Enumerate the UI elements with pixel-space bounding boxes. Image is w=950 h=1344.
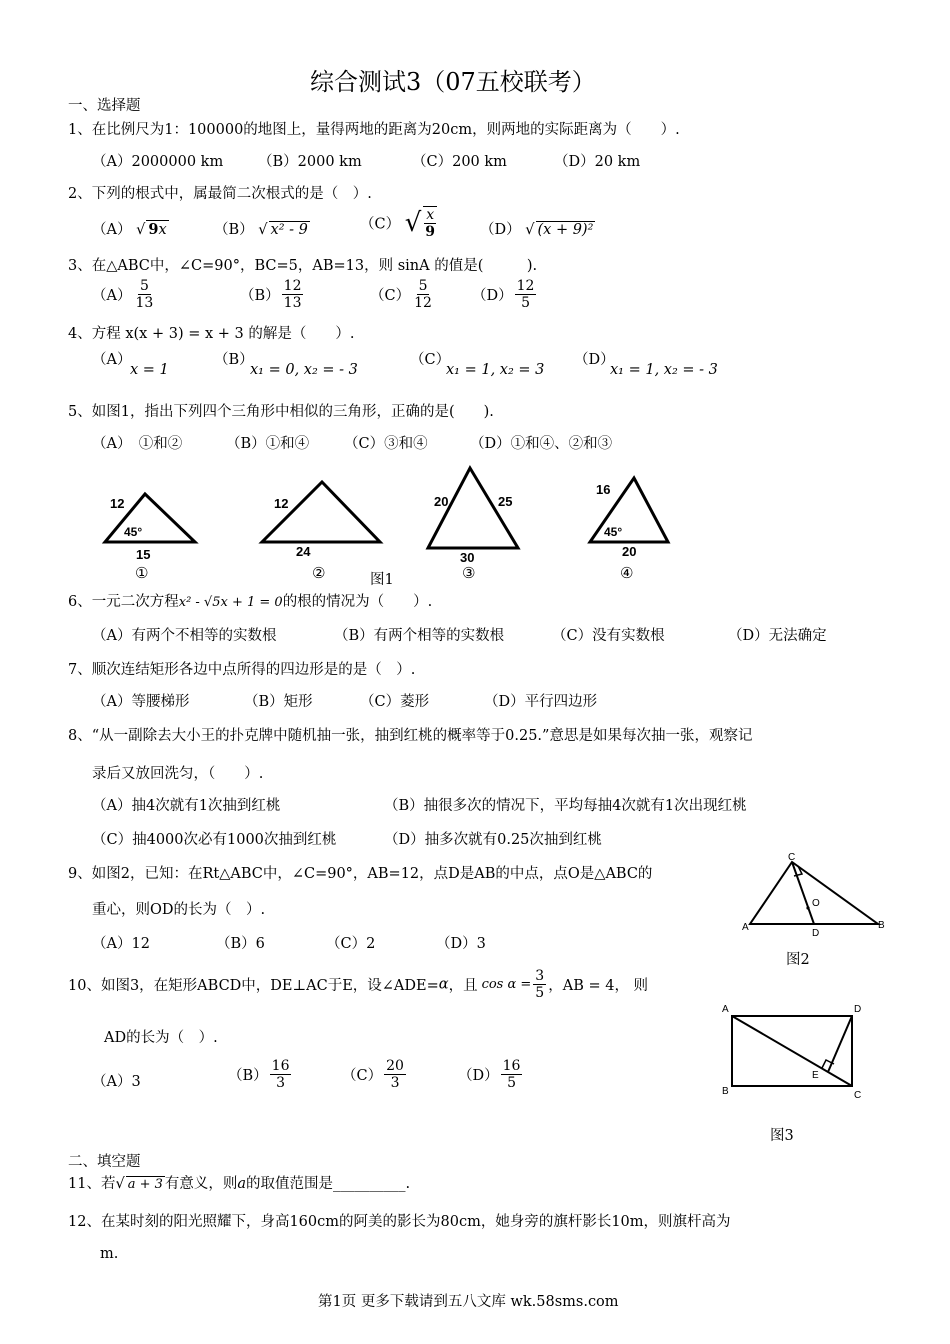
q6-option-a: （A）有两个不相等的实数根 xyxy=(92,628,277,644)
q6-option-c: （C）没有实数根 xyxy=(552,628,665,644)
tri1-angle-label: 45° xyxy=(124,525,143,539)
figure-2-caption: 图2 xyxy=(786,952,810,968)
q5-option-a: （A） ①和② xyxy=(92,436,183,452)
triangle-4 xyxy=(590,478,668,582)
question-7-stem: 7、顺次连结矩形各边中点所得的四边形是的是（ ）. xyxy=(68,662,416,678)
q11-radicand: a + 3 xyxy=(127,1177,163,1192)
q8-option-c: （C）抽4000次必有1000次抽到红桃 xyxy=(92,832,337,848)
q10-stem-pre: 10、如图3，在矩形ABCD中，DE⊥AC于E，设∠ADE= xyxy=(68,978,439,994)
q10-option-a: （A）3 xyxy=(92,1074,141,1090)
q3-b-num: 12 xyxy=(283,278,302,294)
page-title: 综合测试3（07五校联考） xyxy=(310,68,596,96)
q6-option-d: （D）无法确定 xyxy=(728,628,827,644)
q3-label-b: （B） xyxy=(240,288,280,304)
tri2-base-label: 24 xyxy=(296,544,311,559)
q10-b-den: 3 xyxy=(276,1075,286,1091)
question-5-stem: 5、如图1，指出下列四个三角形中相似的三角形，正确的是( ). xyxy=(68,404,494,420)
fig2-point-a: A xyxy=(742,922,749,933)
q10-c-den: 3 xyxy=(390,1075,400,1091)
q2-b-radicand: x² - 9 xyxy=(270,222,308,238)
q10-stem-mid: ，且 xyxy=(448,978,478,994)
q2-c-num: x xyxy=(426,207,435,223)
q11-stem-post: 的取值范围是__________. xyxy=(246,1176,411,1192)
q3-option-c xyxy=(370,278,436,311)
q10-d-den: 5 xyxy=(507,1075,517,1091)
tri4-angle-label: 45° xyxy=(604,525,623,539)
q3-a-den: 13 xyxy=(135,295,154,311)
q4-label-d: （D） xyxy=(574,352,615,368)
figure-1-triangles xyxy=(90,462,710,588)
tri4-mark: ④ xyxy=(620,565,634,582)
q5-option-b: （B）①和④ xyxy=(226,436,310,452)
q2-option-a: （A） √ 9x xyxy=(92,221,167,238)
q8-option-b: （B）抽很多次的情况下，平均每抽4次就有1次出现红桃 xyxy=(384,798,747,814)
q4-label-c: （C） xyxy=(410,352,451,368)
tri2-mark: ② xyxy=(312,565,326,582)
tri4-base-label: 20 xyxy=(622,544,637,559)
tri1-side-label: 12 xyxy=(110,496,125,511)
q2-label-b: （B） xyxy=(214,222,254,238)
q10-cos-label: cos α = xyxy=(481,977,532,992)
fig2-point-o: O xyxy=(812,898,820,909)
section-heading-choice: 一、选择题 xyxy=(68,98,141,114)
q6-stem-post: 的根的情况为（ ）. xyxy=(282,594,433,610)
q2-option-d: （D） √ (x + 9)² xyxy=(480,222,594,238)
q9-option-c: （C）2 xyxy=(326,936,376,952)
q4-answer-b: x₁ = 0, x₂ = - 3 xyxy=(250,362,358,378)
figure-3-caption: 图3 xyxy=(770,1128,794,1144)
q8-option-a: （A）抽4次就有1次抽到红桃 xyxy=(92,798,281,814)
q9-option-d: （D）3 xyxy=(436,936,486,952)
q10-option-c xyxy=(342,1058,408,1091)
q6-stem-pre: 6、一元二次方程 xyxy=(68,594,179,610)
question-8-stem-line2: 录后又放回洗匀，（ ）. xyxy=(92,766,264,782)
tri2-side-label: 12 xyxy=(274,496,289,511)
tri3-mark: ③ xyxy=(462,565,476,582)
question-9-stem-line2: 重心，则OD的长为（ ）. xyxy=(92,902,266,918)
q10-stem-post: ，AB = 4， 则 xyxy=(548,978,649,994)
figure-2-right-triangle xyxy=(736,848,896,940)
q10-label-d: （D） xyxy=(458,1068,499,1084)
q10-option-b xyxy=(228,1058,293,1091)
fig3-point-a: A xyxy=(722,1004,729,1015)
tri1-mark: ① xyxy=(135,565,149,582)
tri3-side1-label: 20 xyxy=(434,494,449,509)
question-4-stem: 4、方程 x(x + 3) = x + 3 的解是（ ）. xyxy=(68,326,355,342)
q3-label-d: （D） xyxy=(472,288,513,304)
tri3-base-label: 30 xyxy=(460,550,475,565)
fig3-point-e: E xyxy=(812,1070,819,1081)
q3-label-a: （A） xyxy=(92,288,132,304)
q6-equation: x² - √5x + 1 = 0 xyxy=(178,595,283,610)
q2-label-c: （C） xyxy=(360,216,401,233)
question-11-stem: 11、若√ a + 3 有意义，则a的取值范围是__________. xyxy=(68,1176,411,1192)
question-2-stem: 2、下列的根式中，属最简二次根式的是（ ）. xyxy=(68,186,372,202)
q3-option-b xyxy=(240,278,305,311)
q5-option-c: （C）③和④ xyxy=(344,436,428,452)
q3-d-num: 12 xyxy=(516,278,535,294)
question-10-stem-line2: AD的长为（ ）. xyxy=(104,1030,218,1046)
q3-c-num: 5 xyxy=(418,278,428,294)
question-12-stem-line2: m. xyxy=(100,1246,119,1262)
question-12-stem-line1: 12、在某时刻的阳光照耀下，身高160cm的阿美的影长为80cm，她身旁的旗杆影长10m，则旗杆高为 xyxy=(68,1214,731,1230)
page-footer: 第1页 更多下载请到五八文库 wk.58sms.com xyxy=(318,1294,619,1310)
q4-answer-c: x₁ = 1, x₂ = 3 xyxy=(446,362,545,378)
q2-label-a: （A） xyxy=(92,222,132,238)
q7-option-b: （B）矩形 xyxy=(244,694,313,710)
fig2-point-b: B xyxy=(878,920,885,931)
q10-c-num: 20 xyxy=(386,1058,404,1074)
question-1-stem: 1、在比例尺为1：100000的地图上，量得两地的距离为20cm，则两地的实际距离为（ ）. xyxy=(68,122,680,138)
q2-d-radicand: (x + 9)² xyxy=(537,222,594,238)
q1-option-a: （A）2000000 km xyxy=(92,154,224,170)
q1-option-b: （B）2000 km xyxy=(258,154,362,170)
fig3-point-b: B xyxy=(722,1086,729,1097)
q10-d-num: 16 xyxy=(502,1058,521,1074)
q7-option-a: （A）等腰梯形 xyxy=(92,694,190,710)
question-10-stem xyxy=(68,968,648,1001)
q9-option-b: （B）6 xyxy=(216,936,265,952)
q9-option-a: （A）12 xyxy=(92,936,150,952)
q3-b-den: 13 xyxy=(283,295,302,311)
figure-1-caption: 图1 xyxy=(370,572,394,588)
q7-option-d: （D）平行四边形 xyxy=(484,694,598,710)
triangle-3 xyxy=(428,468,518,582)
q7-option-c: （C）菱形 xyxy=(360,694,430,710)
q3-d-den: 5 xyxy=(521,295,531,311)
q1-option-c: （C）200 km xyxy=(412,154,507,170)
question-8-stem-line1: 8、“从一副除去大小王的扑克牌中随机抽一张，抽到红桃的概率等于0.25.”意思是如果每次抽一张，观察记 xyxy=(68,728,753,744)
tri4-side-label: 16 xyxy=(596,482,611,497)
q3-label-c: （C） xyxy=(370,288,411,304)
tri3-side2-label: 25 xyxy=(498,494,513,509)
fig3-point-c: C xyxy=(854,1090,862,1101)
question-6-stem xyxy=(68,590,432,611)
q3-c-den: 12 xyxy=(414,295,432,311)
q10-label-c: （C） xyxy=(342,1068,383,1084)
q3-option-a xyxy=(92,278,157,311)
fig3-point-d: D xyxy=(854,1004,862,1015)
q11-stem-pre: 11、若 xyxy=(68,1176,116,1192)
tri1-base-label: 15 xyxy=(136,547,151,562)
q11-var: a xyxy=(237,1176,247,1192)
q1-option-d: （D）20 km xyxy=(554,154,641,170)
q10-label-b: （B） xyxy=(228,1068,268,1084)
triangle-2 xyxy=(262,482,380,582)
figure-3-rectangle xyxy=(718,1000,868,1102)
q4-label-b: （B） xyxy=(214,352,254,368)
q4-label-a: （A） xyxy=(92,352,132,368)
q2-option-b: （B） √ x² - 9 xyxy=(214,222,308,238)
q10-b-num: 16 xyxy=(271,1058,290,1074)
q2-label-d: （D） xyxy=(480,222,521,238)
q2-a-radicand: 9 xyxy=(148,221,159,238)
q10-alpha: α xyxy=(438,976,449,993)
q8-option-d: （D）抽多次就有0.25次抽到红桃 xyxy=(384,832,602,848)
q2-c-den: 9 xyxy=(425,224,436,240)
q2-a-var: x xyxy=(158,222,167,238)
fig2-point-c: C xyxy=(788,852,796,863)
triangle-1 xyxy=(105,494,195,582)
q6-option-b: （B）有两个相等的实数根 xyxy=(334,628,505,644)
section-heading-fill: 二、填空题 xyxy=(68,1154,141,1170)
question-3-stem: 3、在△ABC中，∠C=90°，BC=5，AB=13，则 sinA 的值是( ). xyxy=(68,258,538,274)
q2-option-c: （C） √ $\frac{x}{9}$ xyxy=(360,207,436,240)
q10-option-d xyxy=(458,1058,524,1091)
fig2-point-d: D xyxy=(812,928,820,939)
q10-cos-den: 5 xyxy=(535,985,545,1001)
q3-a-num: 5 xyxy=(139,278,149,294)
q11-stem-mid: 有意义，则 xyxy=(164,1176,238,1192)
q5-option-d: （D）①和④、②和③ xyxy=(470,436,613,452)
q4-answer-d: x₁ = 1, x₂ = - 3 xyxy=(610,362,718,378)
q4-answer-a: x = 1 xyxy=(130,362,169,378)
q3-option-d xyxy=(472,278,538,311)
question-9-stem-line1: 9、如图2，已知：在Rt△ABC中，∠C=90°，AB=12，点D是AB的中点，点O是△ABC的 xyxy=(68,866,653,882)
q10-cos-num: 3 xyxy=(535,968,545,984)
